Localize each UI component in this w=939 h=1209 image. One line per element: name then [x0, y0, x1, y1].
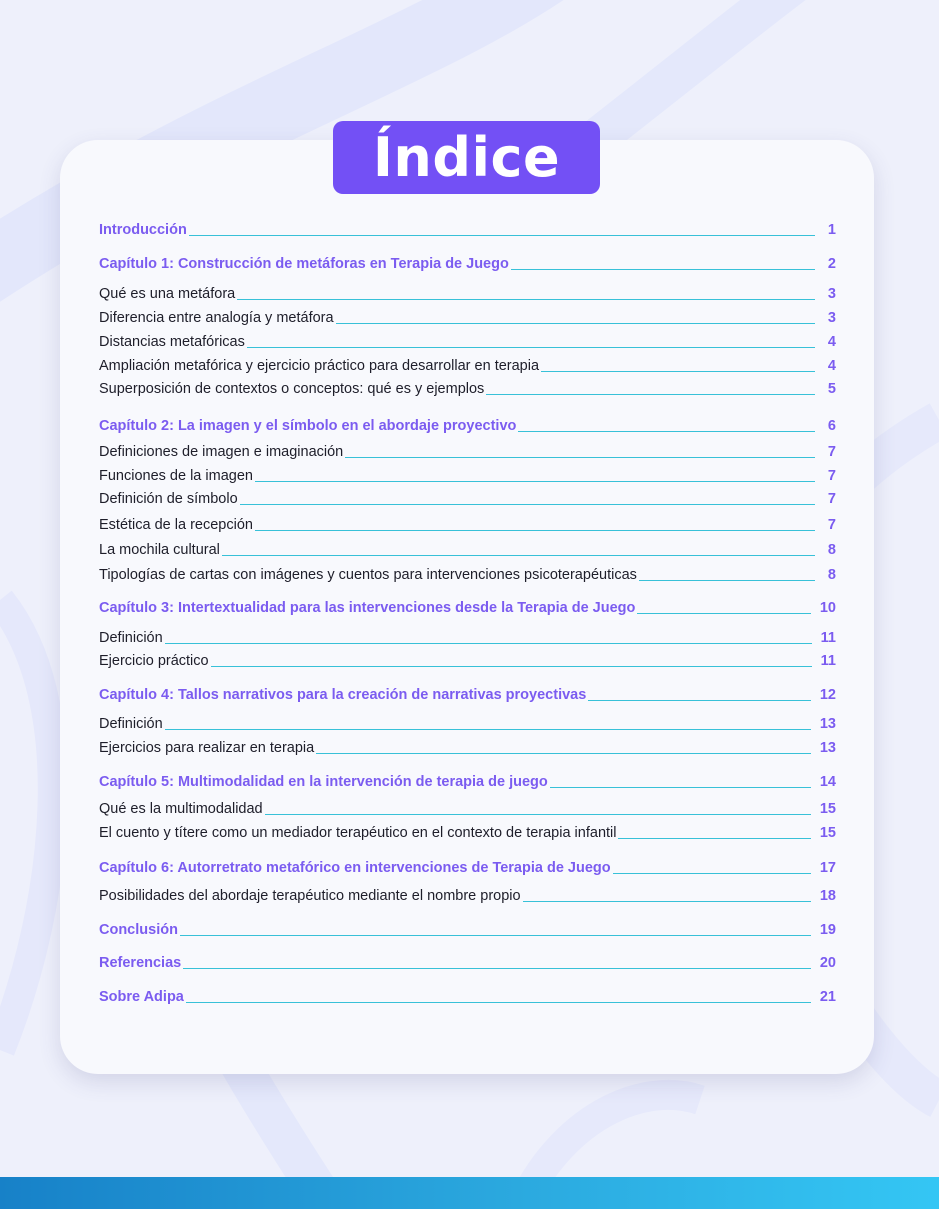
toc-page-number: 13 — [819, 716, 836, 732]
toc-entry-label: Capítulo 2: La imagen y el símbolo en el abordaje proyectivo — [99, 418, 517, 434]
toc-leader-line — [550, 787, 811, 788]
toc-page-number: 19 — [819, 922, 836, 938]
toc-leader-line — [165, 729, 811, 730]
toc-section-entry[interactable] — [99, 381, 836, 397]
toc-page-number: 7 — [827, 491, 836, 507]
toc-entry-label: Definiciones de imagen e imaginación — [99, 444, 344, 460]
toc-leader-line — [240, 504, 815, 505]
toc-leader-line — [588, 700, 811, 701]
page-title: Índice — [372, 125, 561, 189]
toc-leader-line — [255, 530, 815, 531]
toc-entry-label: Capítulo 5: Multimodalidad en la intervención de terapia de juego — [99, 774, 548, 790]
toc-leader-line — [211, 666, 812, 667]
toc-leader-line — [345, 457, 815, 458]
toc-section-entry[interactable] — [99, 653, 836, 669]
toc-leader-line — [523, 901, 811, 902]
toc-leader-line — [180, 935, 811, 936]
toc-leader-line — [486, 394, 815, 395]
toc-page-number: 13 — [819, 740, 836, 756]
toc-section-entry[interactable] — [99, 740, 836, 756]
toc-chapter-entry[interactable] — [99, 222, 836, 238]
toc-page-number: 4 — [827, 358, 836, 374]
toc-page-number: 7 — [827, 444, 836, 460]
toc-section-entry[interactable] — [99, 716, 836, 732]
toc-section-entry[interactable] — [99, 517, 836, 533]
toc-page-number: 7 — [827, 468, 836, 484]
toc-page-number: 14 — [819, 774, 836, 790]
toc-page-number: 5 — [827, 381, 836, 397]
toc-page-number: 3 — [827, 310, 836, 326]
toc-chapter-entry[interactable] — [99, 922, 836, 938]
index-title-badge — [333, 121, 600, 194]
toc-entry-label: El cuento y títere como un mediador terapéutico en el contexto de terapia infantil — [99, 825, 617, 841]
toc-chapter-entry[interactable] — [99, 860, 836, 876]
toc-page-number: 12 — [819, 687, 836, 703]
toc-section-entry[interactable] — [99, 491, 836, 507]
toc-entry-label: Capítulo 1: Construcción de metáforas en Terapia de Juego — [99, 256, 509, 272]
toc-chapter-entry[interactable] — [99, 955, 836, 971]
toc-chapter-entry[interactable] — [99, 774, 836, 790]
toc-entry-label: Ampliación metafórica y ejercicio práctico para desarrollar en terapia — [99, 358, 540, 374]
toc-entry-label: Ejercicios para realizar en terapia — [99, 740, 315, 756]
toc-section-entry[interactable] — [99, 825, 836, 841]
toc-leader-line — [237, 299, 815, 300]
toc-page-number: 1 — [827, 222, 836, 238]
toc-section-entry[interactable] — [99, 334, 836, 350]
toc-section-entry[interactable] — [99, 310, 836, 326]
toc-page-number: 8 — [827, 542, 836, 558]
toc-chapter-entry[interactable] — [99, 600, 836, 616]
toc-entry-label: Sobre Adipa — [99, 989, 184, 1005]
toc-page-number: 15 — [819, 801, 836, 817]
toc-leader-line — [189, 235, 815, 236]
toc-entry-label: Funciones de la imagen — [99, 468, 253, 484]
toc-chapter-entry[interactable] — [99, 687, 836, 703]
toc-section-entry[interactable] — [99, 630, 836, 646]
toc-page-number: 6 — [827, 418, 836, 434]
toc-chapter-entry[interactable] — [99, 989, 836, 1005]
toc-entry-label: Superposición de contextos o conceptos: qué es y ejemplos — [99, 381, 485, 397]
toc-page-number: 17 — [819, 860, 836, 876]
toc-entry-label: Qué es una metáfora — [99, 286, 236, 302]
toc-entry-label: Diferencia entre analogía y metáfora — [99, 310, 334, 326]
toc-entry-label: Capítulo 4: Tallos narrativos para la creación de narrativas proyectivas — [99, 687, 587, 703]
toc-page-number: 4 — [827, 334, 836, 350]
toc-entry-label: Introducción — [99, 222, 187, 238]
toc-leader-line — [183, 968, 811, 969]
toc-page-number: 2 — [827, 256, 836, 272]
toc-page-number: 8 — [827, 567, 836, 583]
toc-leader-line — [316, 753, 811, 754]
toc-page-number: 11 — [820, 630, 836, 646]
toc-leader-line — [518, 431, 815, 432]
toc-leader-line — [637, 613, 810, 614]
toc-entry-label: Definición — [99, 630, 163, 646]
toc-leader-line — [247, 347, 815, 348]
toc-entry-label: Ejercicio práctico — [99, 653, 209, 669]
toc-entry-label: Capítulo 3: Intertextualidad para las intervenciones desde la Terapia de Juego — [99, 600, 636, 616]
toc-leader-line — [618, 838, 810, 839]
toc-page-number: 10 — [819, 600, 836, 616]
toc-entry-label: Referencias — [99, 955, 182, 971]
toc-entry-label: Conclusión — [99, 922, 178, 938]
toc-page-number: 3 — [827, 286, 836, 302]
toc-page-number: 15 — [819, 825, 836, 841]
toc-leader-line — [186, 1002, 811, 1003]
toc-entry-label: Qué es la multimodalidad — [99, 801, 263, 817]
toc-section-entry[interactable] — [99, 567, 836, 583]
toc-section-entry[interactable] — [99, 542, 836, 558]
toc-leader-line — [336, 323, 815, 324]
toc-page-number: 7 — [827, 517, 836, 533]
toc-entry-label: Tipologías de cartas con imágenes y cuentos para intervenciones psicoterapéuticas — [99, 567, 637, 583]
toc-page-number: 20 — [819, 955, 836, 971]
toc-leader-line — [165, 643, 812, 644]
toc-section-entry[interactable] — [99, 888, 836, 904]
footer-bar — [0, 1177, 939, 1209]
toc-section-entry[interactable] — [99, 468, 836, 484]
toc-leader-line — [265, 814, 811, 815]
toc-entry-label: Definición de símbolo — [99, 491, 238, 507]
toc-section-entry[interactable] — [99, 358, 836, 374]
toc-entry-label: La mochila cultural — [99, 542, 220, 558]
toc-section-entry[interactable] — [99, 801, 836, 817]
toc-entry-label: Definición — [99, 716, 163, 732]
toc-section-entry[interactable] — [99, 444, 836, 460]
toc-entry-label: Estética de la recepción — [99, 517, 253, 533]
toc-chapter-entry[interactable] — [99, 418, 836, 434]
toc-leader-line — [613, 873, 811, 874]
toc-leader-line — [222, 555, 815, 556]
toc-entry-label: Posibilidades del abordaje terapéutico mediante el nombre propio — [99, 888, 521, 904]
toc-leader-line — [541, 371, 815, 372]
toc-leader-line — [639, 580, 815, 581]
toc-leader-line — [511, 269, 815, 270]
toc-entry-label: Capítulo 6: Autorretrato metafórico en intervenciones de Terapia de Juego — [99, 860, 611, 876]
toc-chapter-entry[interactable] — [99, 256, 836, 272]
toc-page-number: 11 — [820, 653, 836, 669]
toc-section-entry[interactable] — [99, 286, 836, 302]
toc-entry-label: Distancias metafóricas — [99, 334, 245, 350]
toc-page-number: 18 — [819, 888, 836, 904]
toc-page-number: 21 — [819, 989, 836, 1005]
toc-leader-line — [255, 481, 815, 482]
